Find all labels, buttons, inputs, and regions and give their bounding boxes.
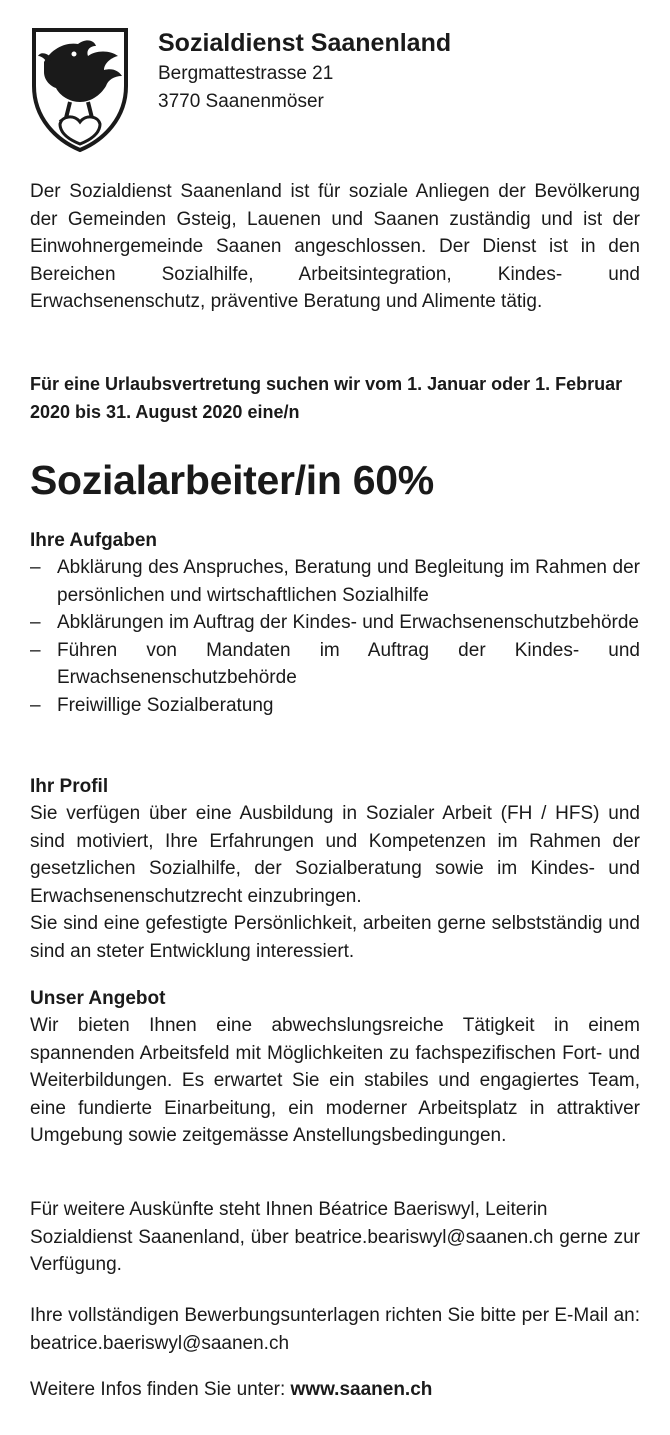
- saanen-crest-icon: [30, 26, 130, 154]
- more-info-label: Weitere Infos finden Sie unter:: [30, 1379, 286, 1400]
- contact-line-1: Für weitere Auskünfte steht Ihnen Béatrice Baeriswyl, Leiterin: [30, 1199, 548, 1220]
- list-item-text: Führen von Mandaten im Auftrag der Kindes- und Erwachsenenschutzbehörde: [57, 639, 640, 688]
- profile-section: [30, 774, 640, 965]
- lead-paragraph: Für eine Urlaubsvertretung suchen wir vom 1. Januar oder 1. Februar 2020 bis 31. August 2020 eine/n: [30, 374, 623, 422]
- job-title: Sozialarbeiter/in 60%: [30, 457, 434, 503]
- organization-city: 3770 Saanenmöser: [158, 91, 324, 112]
- more-info-section: [30, 1376, 640, 1404]
- offer-heading: Unser Angebot: [30, 988, 166, 1009]
- dash-bullet: –: [30, 612, 41, 633]
- contact-line-2: Sozialdienst Saanenland, über beatrice.beariswyl@saanen.ch gerne zur Verfügung.: [30, 1226, 640, 1275]
- dash-bullet: –: [30, 639, 41, 661]
- organization-name: Sozialdienst Saanenland: [158, 29, 452, 57]
- list-item-text: Abklärung des Anspruches, Beratung und Begleitung im Rahmen der persönlichen und wirtschaftlichen Sozialhilfe: [57, 557, 640, 606]
- list-item: [30, 637, 640, 692]
- profile-heading: Ihr Profil: [30, 776, 109, 797]
- website-link[interactable]: www.saanen.ch: [290, 1379, 433, 1400]
- contact-section: [30, 1196, 640, 1279]
- more-info-line: [30, 1376, 640, 1404]
- list-item-text: Abklärungen im Auftrag der Kindes- und Erwachsenenschutzbehörde: [57, 612, 639, 633]
- tasks-list: [30, 554, 640, 719]
- tasks-heading: Ihre Aufgaben: [30, 530, 158, 551]
- dash-bullet: –: [30, 694, 41, 716]
- intro-paragraph: Der Sozialdienst Saanenland ist für soziale Anliegen der Bevölkerung der Gemeinden Gsteig, Lauenen und Saanen zuständig und ist der Einwohnergemeinde Saanen angeschlossen. Der Dienst ist in den Bereichen Sozialhilfe, Arbeitsintegration, Kindes- und Erwachsenenschutz, präventive Beratung und Alimente tätig.: [30, 181, 640, 312]
- dash-bullet: –: [30, 557, 41, 578]
- profile-text-1: Sie verfügen über eine Ausbildung in Sozialer Arbeit (FH / HFS) und sind motiviert, Ihre Erfahrungen und Kompetenzen im Rahmen der gesetzlichen Sozialhilfe, der Sozialberatung sowie im Kindes- und Erwachsenenschutzrecht einzubringen.: [30, 803, 640, 907]
- list-item: [30, 692, 640, 720]
- list-item: [30, 609, 640, 637]
- list-item-text: Freiwillige Sozialberatung: [57, 694, 274, 716]
- header: [30, 26, 640, 156]
- list-item: [30, 554, 640, 609]
- profile-text-2: Sie sind eine gefestigte Persönlichkeit, arbeiten gerne selbstständig und sind an steter Entwicklung interessiert.: [30, 913, 640, 962]
- organization-block: [158, 26, 451, 116]
- offer-text: Wir bieten Ihnen eine abwechslungsreiche Tätigkeit in einem spannenden Arbeitsfeld mit Möglichkeiten zu fachspezifischen Fort- und Weiterbildungen. Es erwartet Sie ein stabiles und engagiertes Team, eine fundierte Einarbeitung, ein moderner Arbeitsplatz in attraktiver Umgebung sowie zeitgemässe Anstellungsbedingungen.: [30, 1015, 640, 1146]
- apply-section: [30, 1302, 640, 1357]
- apply-text: Ihre vollständigen Bewerbungsunterlagen richten Sie bitte per E-Mail an: beatrice.baeriswyl@saanen.ch: [30, 1305, 640, 1354]
- organization-street: Bergmattestrasse 21: [158, 63, 334, 84]
- tasks-section: [30, 528, 640, 719]
- offer-section: [30, 986, 640, 1150]
